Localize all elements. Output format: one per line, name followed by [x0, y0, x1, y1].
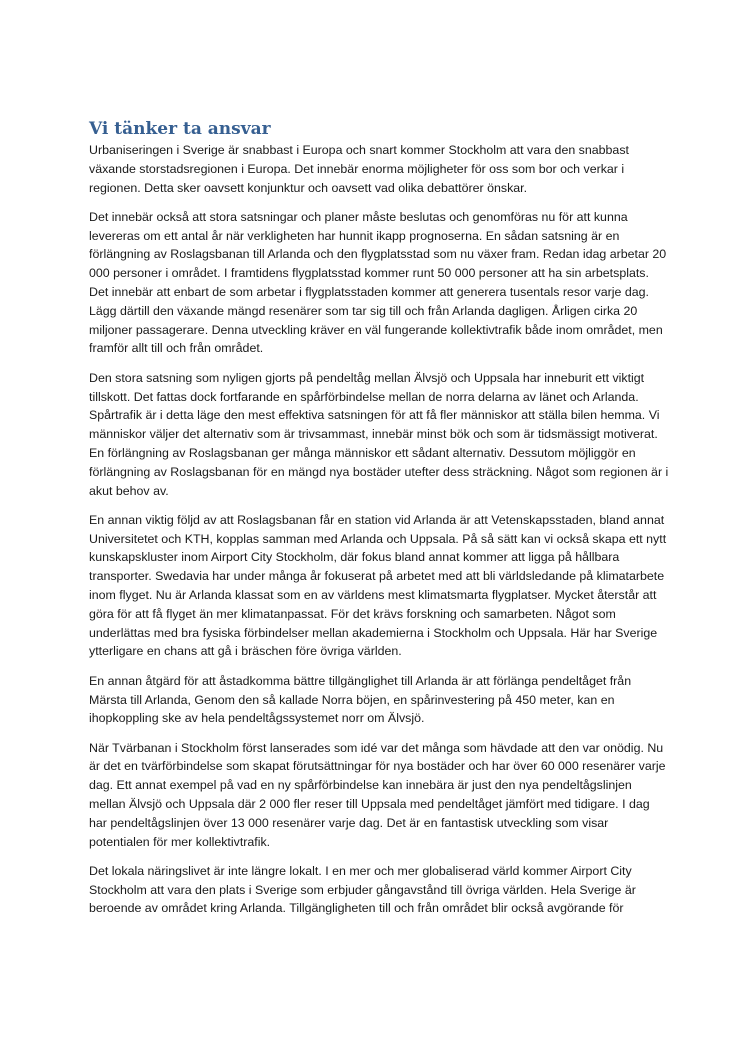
document-title: Vi tänker ta ansvar	[89, 119, 271, 139]
paragraph-1: Urbaniseringen i Sverige är snabbast i Europa och snart kommer Stockholm att vara den snabbast växande storstadsregionen i Europa. Det innebär enorma möjligheter för oss som bor och verkar i regionen. Detta sker oavsett konjunktur och oavsett vad olika debattörer önskar.	[89, 143, 629, 195]
paragraph-6: När Tvärbanan i Stockholm först lanserades som idé var det många som hävdade att den var onödig. Nu är det en tvärförbindelse som skapat förutsättningar för nya bostäder och har över 60 000 resenärer varje dag. Ett annat exempel på vad en ny spårförbindelse kan innebära är just den nya pendeltågslinjen mellan Älvsjö och Uppsala där 2 000 fler reser till Uppsala med pendeltåget jämfört med tidigare. I dag har pendeltågslinjen över 13 000 resenärer varje dag. Det är en fantastisk utveckling som visar potentialen för mer kollektivtrafik.	[89, 740, 666, 849]
paragraph-3: Den stora satsning som nyligen gjorts på pendeltåg mellan Älvsjö och Uppsala har inneburit ett viktigt tillskott. Det fattas dock fortfarande en spårförbindelse mellan de norra delarna av länet och Arlanda. Spårtrafik är i detta läge den mest effektiva satsningen för att få fler människor att ställa bilen hemma. Vi människor väljer det alternativ som är trivsammast, innebär minst bök och som är tidsmässigt motiverat. En förlängning av Roslagsbanan ger många människor ett sådant alternativ. Dessutom möjliggör en förlängning av Roslagsbanan för en mängd nya bostäder utefter dess sträckning. Något som regionen är i akut behov av.	[89, 370, 669, 498]
paragraph-4: En annan viktig följd av att Roslagsbanan får en station vid Arlanda är att Vetenskapsstaden, bland annat Universitetet och KTH, kopplas samman med Arlanda och Uppsala. På så sätt kan vi också skapa ett nytt kunskapskluster inom Airport City Stockholm, där fokus bland annat kommer att ligga på hållbara transporter. Swedavia har under många år fokuserat på arbetet med att bli världsledande på klimatarbete inom flyget. Nu är Arlanda klassat som en av världens mest klimatsmarta flygplatser. Mycket återstår att göra för att få flyget än mer klimatanpassat. För det krävs forskning och samarbeten. Något som underlättas med bra fysiska förbindelser mellan akademierna i Stockholm och Uppsala. Här har Sverige ytterligare en chans att gå i bräschen före övriga världen.	[89, 512, 667, 659]
paragraph-5: En annan åtgärd för att åstadkomma bättre tillgänglighet till Arlanda är att förlänga pendeltåget från Märsta till Arlanda, Genom den så kallade Norra böjen, en spårinvestering på 450 meter, kan en ihopkoppling ske av hela pendeltågssystemet norr om Älvsjö.	[89, 673, 632, 726]
document-body	[89, 117, 669, 929]
paragraph-2: Det innebär också att stora satsningar och planer måste beslutas och genomföras nu för att kunna levereras om ett antal år när verkligheten har hunnit ikapp prognoserna. En sådan satsning är en förlängning av Roslagsbanan till Arlanda och den flygplatsstad som nu växer fram. Redan idag arbetar 20 000 personer i området. I framtidens flygplatsstad kommer runt 50 000 personer att ha sin arbetsplats. Det innebär att enbart de som arbetar i flygplatsstaden kommer att generera tusentals resor varje dag. Lägg därtill den växande mängd resenärer som tar sig till och från Arlanda dagligen. Årligen cirka 20 miljoner passagerare. Denna utveckling kräver en väl fungerande kollektivtrafik både inom området, men framför allt till och från området.	[89, 209, 667, 356]
paragraph-7: Det lokala näringslivet är inte längre lokalt. I en mer och mer globaliserad värld kommer Airport City Stockholm att vara den plats i Sverige som erbjuder gångavstånd till övriga världen. Hela Sverige är beroende av området kring Arlanda. Tillgängligheten till och från området blir också avgörande för	[89, 863, 636, 916]
